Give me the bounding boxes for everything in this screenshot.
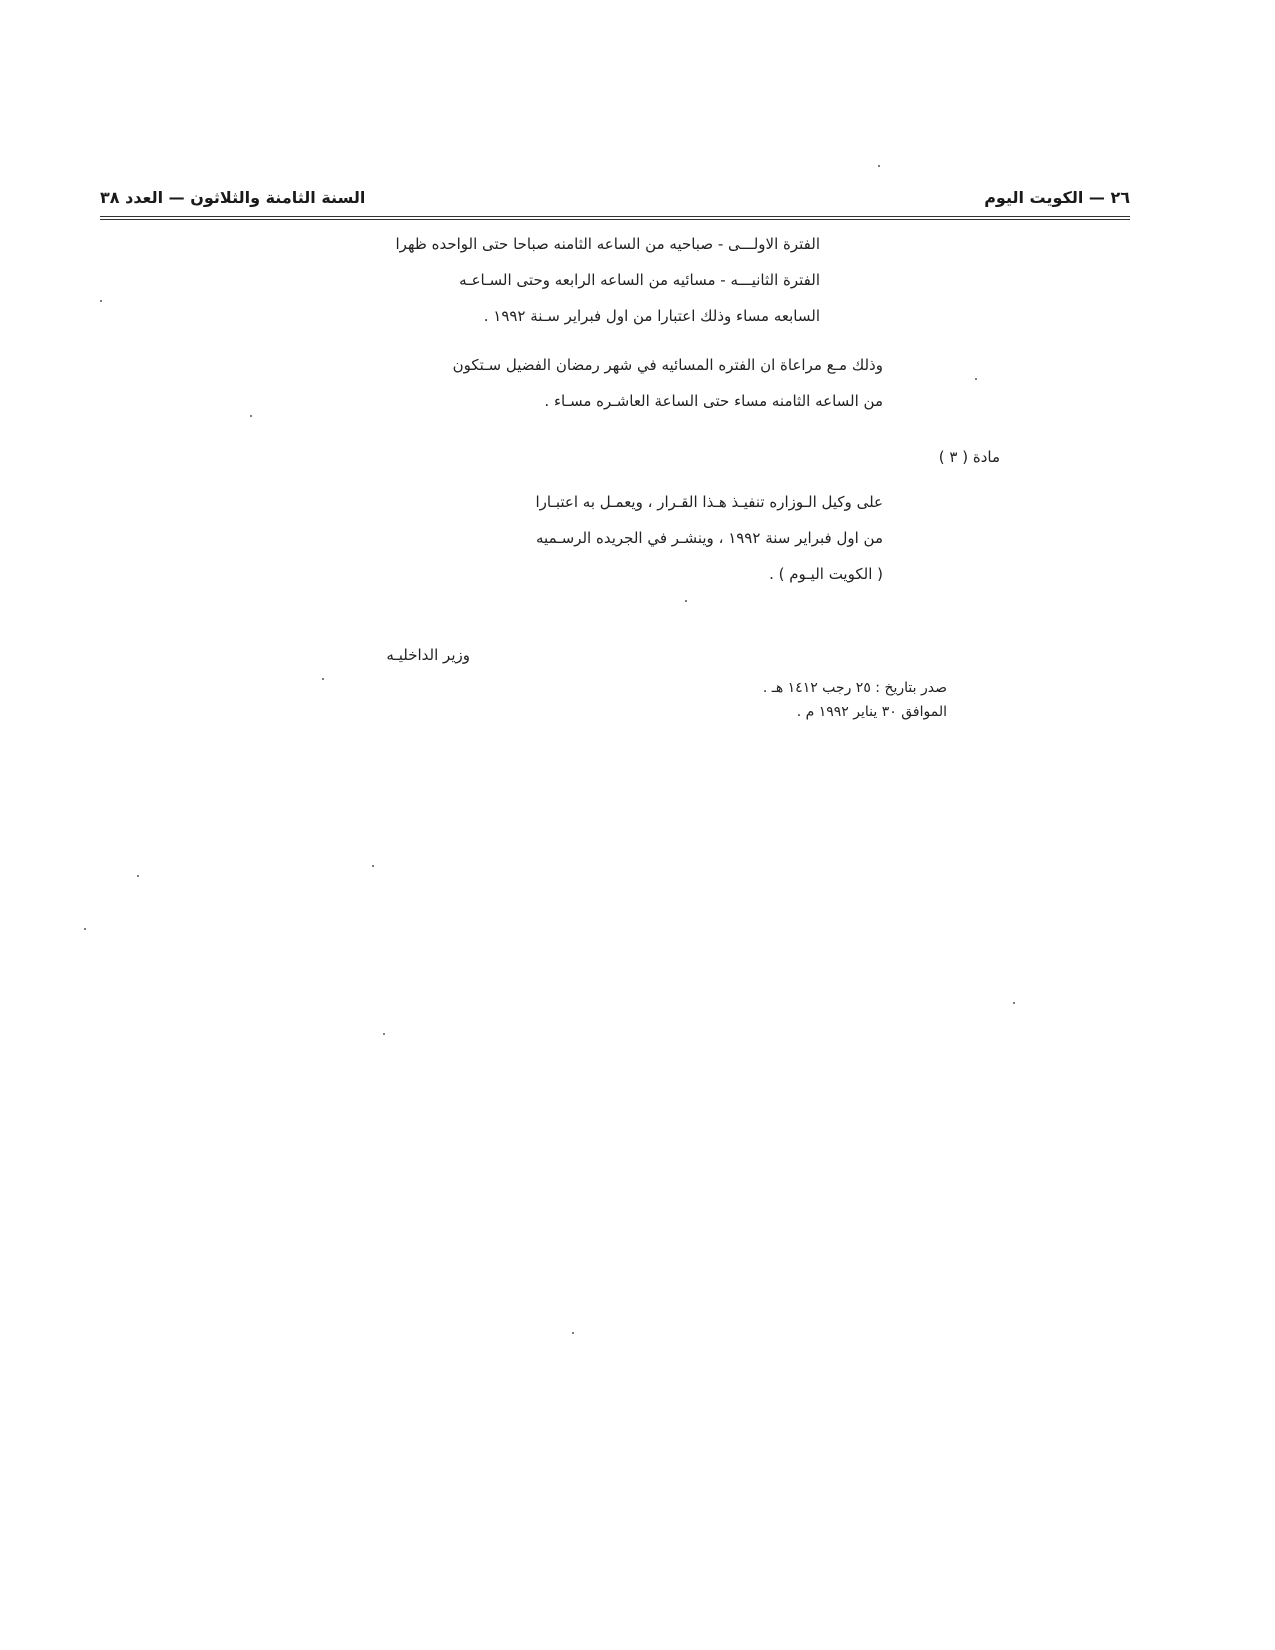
header-rule-top [100,216,1130,217]
scan-speck [685,600,687,602]
scan-speck [84,928,86,930]
paragraph-ramadan [243,347,883,419]
scan-speck [372,865,374,867]
header-issue-info: السنة الثامنة والثلاثون — العدد ٣٨ [100,188,366,207]
text-line: من الساعه الثامنه مساء حتى الساعة العاشـره مسـاء . [544,392,883,410]
text-line: السابعه مساء وذلك اعتبارا من اول فبراير سـنة ١٩٩٢ . [483,307,820,325]
text-line: الفترة الاولـــى - صباحيه من الساعه الثامنه صباحا حتى الواحده ظهرا [395,235,820,253]
scan-speck [137,875,139,877]
scan-speck [572,1332,574,1334]
paragraph-periods [200,226,820,334]
scan-speck [383,1033,385,1035]
date-hijri: صدر بتاريخ : ٢٥ رجب ١٤١٢ هـ . [762,680,947,696]
scan-speck [975,378,977,380]
text-line: على وكيل الـوزاره تنفيـذ هـذا القـرار ، ويعمـل به اعتبـارا [535,493,883,511]
scan-speck [100,300,102,302]
paragraph-execution [243,484,883,592]
issue-dates [763,676,947,724]
text-line: ( الكويت اليـوم ) . [769,565,883,583]
text-line: من اول فبراير سنة ١٩٩٢ ، وينشـر في الجريده الرسـميه [536,529,883,547]
minister-signature: وزير الداخليـه [386,646,470,664]
scan-speck [1013,1002,1015,1004]
running-header [100,188,1130,218]
scan-speck [322,678,324,680]
header-rule-bottom [100,219,1130,220]
scan-speck [878,165,880,167]
article-heading: مادة ( ٣ ) [938,448,1000,466]
text-line: وذلك مـع مراعاة ان الفتره المسائيه في شهر رمضان الفضيل سـتكون [452,356,883,374]
scan-speck [250,415,252,417]
text-line: الفترة الثانيـــه - مسائيه من الساعه الرابعه وحتى السـاعـه [459,271,820,289]
date-gregorian: الموافق ٣٠ يناير ١٩٩٢ م . [796,704,947,720]
header-page-title: ٢٦ — الكويت اليوم [984,188,1130,207]
